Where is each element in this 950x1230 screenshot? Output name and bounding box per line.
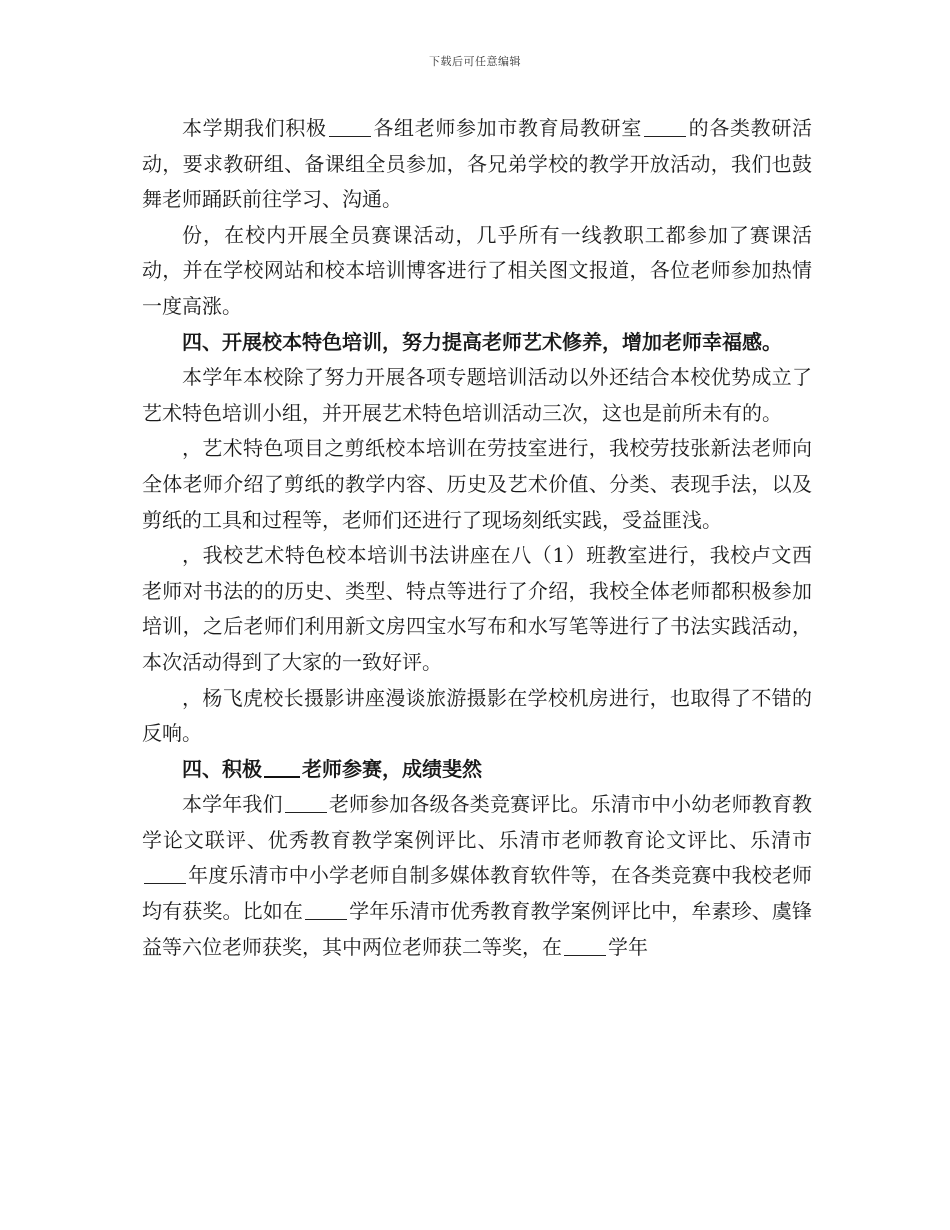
text-segment: 年度乐清市中小学老师自制多媒体教育软件等，在各类竞赛中我校老师均有获奖。比如在	[142, 863, 812, 924]
text-segment: 各组老师参加市教育局教研室	[372, 116, 643, 140]
section-heading-competitions	[142, 752, 812, 788]
blank-underline	[564, 935, 606, 956]
text-segment: 学年乐清市优秀教育教学案例评比中，牟素珍、虞锋益等六位老师获奖，其中两位老师获二等奖，在	[142, 899, 813, 959]
section-heading-art-training: 四、开展校本特色培训，努力提高老师艺术修养，增加老师幸福感。	[182, 329, 782, 354]
paragraph-calligraphy: ，我校艺术特色校本培训书法讲座在八（1）班教室进行，我校卢文西老师对书法的的历史、类型、特点等进行了介绍，我校全体老师都积极参加培训，之后老师们利用新文房四宝水写布和水写笔等进行了书法实践活动，本次活动得到了大家的一致好评。	[142, 543, 812, 674]
blank-underline	[329, 116, 371, 137]
text-segment: 老师参赛，成绩斐然	[302, 756, 482, 781]
paragraph-lesson-competition: 份，在校内开展全员赛课活动，几乎所有一线教职工都参加了赛课活动，并在学校网站和校本培训博客进行了相关图文报道，各位老师参加热情一度高涨。	[142, 222, 812, 318]
blank-underline	[285, 792, 327, 813]
text-segment: 学年	[608, 934, 648, 959]
blank-underline	[305, 899, 347, 920]
paragraph-paper-cutting: ，艺术特色项目之剪纸校本培训在劳技室进行，我校劳技张新法老师向全体老师介绍了剪纸的教学内容、历史及艺术价值、分类、表现手法，以及剪纸的工具和过程等，老师们还进行了现场刻纸实践，受益匪浅。	[142, 436, 812, 532]
page-header: 下载后可任意编辑	[429, 55, 521, 68]
blank-underline	[264, 756, 300, 778]
paragraph-awards	[142, 787, 812, 965]
paragraph-art-group: 本学年本校除了努力开展各项专题培训活动以外还结合本校优势成立了艺术特色培训小组，并开展艺术特色培训活动三次，这也是前所未有的。	[142, 365, 812, 425]
blank-underline	[144, 863, 186, 884]
text-segment: 老师参加各级各类竞赛评比。乐清市中小幼老师教育教学论文联评、优秀教育教学案例评比、乐清市老师教育论文评比、乐清市	[142, 792, 813, 852]
paragraph-photography: ，杨飞虎校长摄影讲座漫谈旅游摄影在学校机房进行，也取得了不错的反响。	[142, 685, 812, 746]
paragraph-teaching-research	[142, 111, 812, 218]
text-segment: 本学期我们积极	[182, 116, 327, 140]
blank-underline	[644, 116, 686, 137]
text-segment: 四、积极	[182, 756, 262, 781]
text-segment: 本学年我们	[182, 792, 283, 817]
document-body	[142, 111, 812, 965]
text-segment: 的各类教研活动，要求教研组、备课组全员参加，各兄弟学校的教学开放活动，我们也鼓舞老师踊跃前往学习、沟通。	[142, 116, 813, 212]
